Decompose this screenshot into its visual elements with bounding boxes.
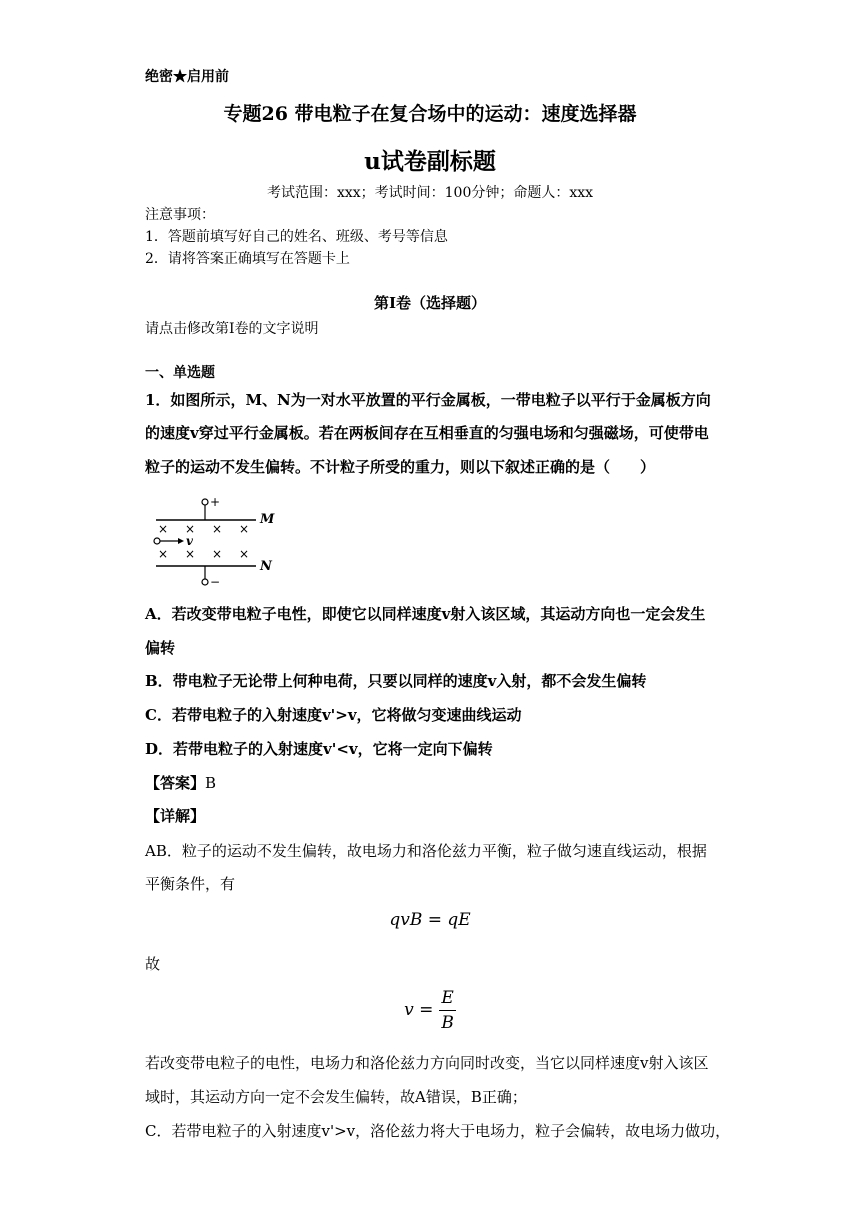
fraction	[439, 988, 456, 1033]
detail-ab-line: AB．粒子的运动不发生偏转，故电场力和洛伦兹力平衡，粒子做匀速直线运动，根据	[145, 842, 707, 860]
fraction-denominator: B	[441, 1013, 454, 1033]
question-stem-line: 的速度v穿过平行金属板。若在两板间存在互相垂直的匀强电场和匀强磁场，可使带电	[145, 424, 709, 442]
notice-item: 2．请将答案正确填写在答题卡上	[145, 251, 350, 267]
field-mark: ×	[212, 522, 223, 536]
doc-title: 专题26 带电粒子在复合场中的运动：速度选择器	[223, 103, 637, 125]
answer-line	[145, 772, 216, 793]
field-mark: ×	[239, 522, 250, 536]
eq-lhs: v =	[404, 1000, 434, 1020]
detail-c-line: C．若带电粒子的入射速度v'>v，洛伦兹力将大于电场力，粒子会偏转，故电场力做功，	[145, 1122, 731, 1140]
detail-label: 【详解】	[145, 807, 206, 825]
fraction-numerator: E	[439, 988, 455, 1011]
velocity-arrow	[178, 538, 184, 544]
equation-balance: qvB = qE	[389, 910, 471, 930]
therefore-label: 故	[145, 955, 161, 973]
notice-item: 1．答题前填写好自己的姓名、班级、考号等信息	[145, 229, 448, 245]
field-mark: ×	[185, 522, 196, 536]
exam-info: 考试范围：xxx；考试时间：100分钟；命题人：xxx	[266, 185, 594, 201]
option-a-cont: 偏转	[145, 639, 176, 657]
part-heading: 一、单选题	[145, 365, 215, 381]
section-title: 第I卷（选择题）	[373, 294, 487, 312]
terminal-top	[202, 499, 208, 505]
equation-velocity	[0, 988, 860, 1033]
plus-sign: +	[210, 495, 221, 509]
conclusion-line: 域时，其运动方向一定不会发生偏转，故A错误，B正确；	[145, 1088, 527, 1106]
question-stem-line: 粒子的运动不发生偏转。不计粒子所受的重力，则以下叙述正确的是（ ）	[145, 458, 656, 476]
plate-n-label: N	[260, 559, 272, 574]
secret-label: 绝密★启用前	[145, 69, 229, 85]
plate-m-label: M	[260, 512, 275, 527]
answer-label: 【答案】	[145, 774, 206, 792]
notice-heading: 注意事项：	[145, 207, 215, 223]
particle	[154, 538, 160, 544]
option-d: D．若带电粒子的入射速度v'<v，它将一定向下偏转	[145, 740, 493, 758]
field-mark: ×	[158, 547, 169, 561]
conclusion-line: 若改变带电粒子的电性，电场力和洛伦兹力方向同时改变，当它以同样速度v射入该区	[145, 1054, 709, 1072]
field-mark: ×	[185, 547, 196, 561]
velocity-label: v	[186, 534, 193, 548]
doc-subtitle: u试卷副标题	[364, 148, 496, 175]
field-mark: ×	[158, 522, 169, 536]
detail-ab-line: 平衡条件，有	[145, 875, 236, 893]
option-b: B．带电粒子无论带上何种电荷，只要以同样的速度v入射，都不会发生偏转	[145, 672, 647, 690]
field-mark: ×	[239, 547, 250, 561]
option-c: C．若带电粒子的入射速度v'>v，它将做匀变速曲线运动	[145, 706, 522, 724]
terminal-bottom	[202, 579, 208, 585]
field-mark: ×	[212, 547, 223, 561]
section-desc: 请点击修改第I卷的文字说明	[145, 321, 319, 337]
option-a: A．若改变带电粒子电性，即使它以同样速度v射入该区域，其运动方向也一定会发生	[145, 605, 706, 623]
minus-sign: −	[210, 575, 221, 587]
answer-value: B	[205, 774, 217, 792]
plates-figure	[148, 492, 283, 587]
question-stem-line: 1．如图所示，M、N为一对水平放置的平行金属板，一带电粒子以平行于金属板方向	[145, 391, 711, 409]
